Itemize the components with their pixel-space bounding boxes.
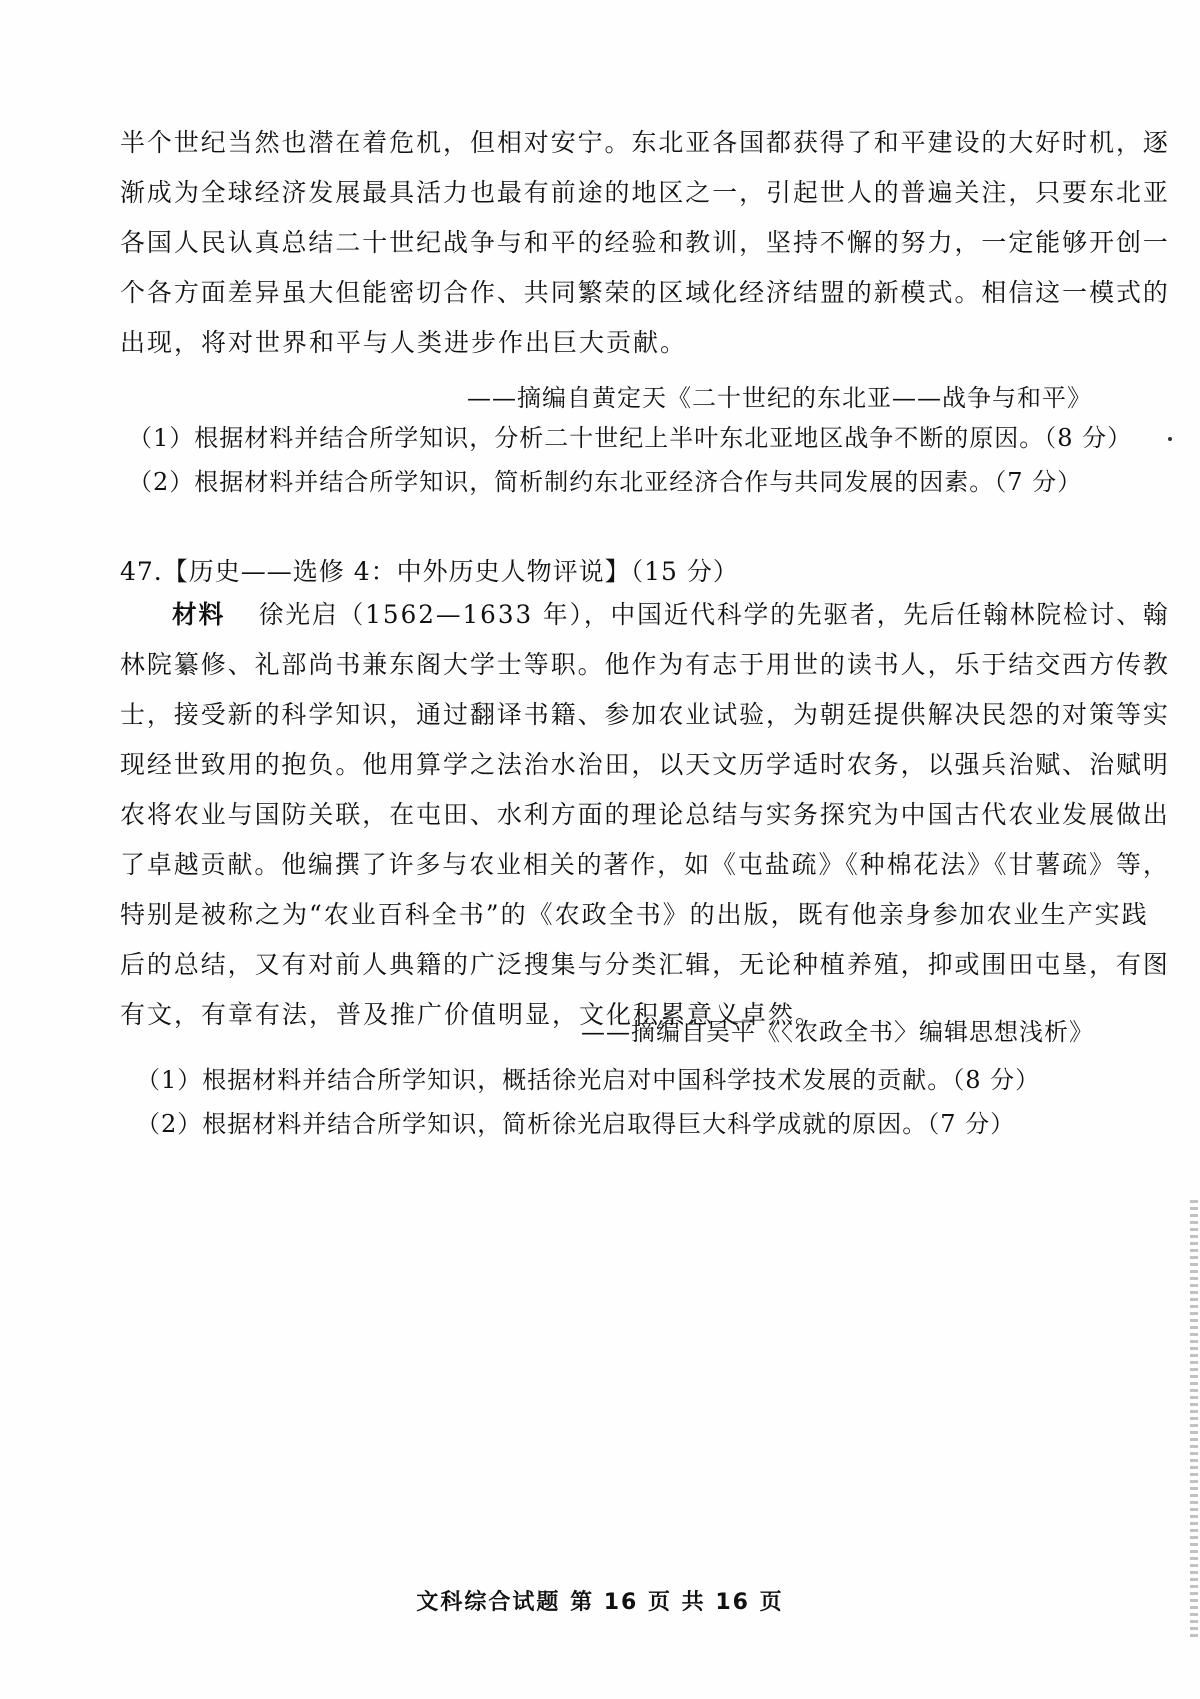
material-first-line [172,600,1170,630]
material-line: 士，接受新的科学知识，通过翻译书籍、参加农业试验，为朝廷提供解决民怨的对策等实 [120,700,1170,729]
material-line: 现经世致用的抱负。他用算学之法治水治田，以天文历学适时农务，以强兵治赋、治赋明 [120,750,1170,779]
material-line: 了卓越贡献。他编撰了许多与农业相关的著作，如《屯盐疏》《种棉花法》《甘薯疏》等， [120,850,1170,879]
material-line: 林院纂修、礼部尚书兼东阁大学士等职。他作为有志于用世的读书人，乐于结交西方传教 [120,650,1170,679]
question-46-1: （1）根据材料并结合所学知识，分析二十世纪上半叶东北亚地区战争不断的原因。（8 分） [128,424,1133,452]
passage-line: 出现，将对世界和平与人类进步作出巨大贡献。 [120,328,688,357]
passage-line: 各国人民认真总结二十世纪战争与和平的经验和教训，坚持不懈的努力，一定能够开创一 [120,228,1170,257]
scan-dot [1168,437,1172,441]
scan-edge-mark [1190,1200,1198,1640]
material-line: 有文，有章有法，普及推广价值明显，文化积累意义卓然。 [120,1000,823,1029]
material-line: 农将农业与国防关联，在屯田、水利方面的理论总结与实务探究为中国古代农业发展做出 [120,800,1170,829]
question-47-heading: 47.【历史——选修 4：中外历史人物评说】（15 分） [120,557,739,586]
material-label: 材料 [172,600,226,629]
question-47-2: （2）根据材料并结合所学知识，简析徐光启取得巨大科学成就的原因。（7 分） [136,1110,1016,1138]
question-47-1: （1）根据材料并结合所学知识，概括徐光启对中国科学技术发展的贡献。（8 分） [136,1066,1041,1094]
material-line: 后的总结，又有对前人典籍的广泛搜集与分类汇辑，无论种植养殖，抑或围田屯垦，有图 [120,950,1170,979]
passage-line: 个各方面差异虽大但能密切合作、共同繁荣的区域化经济结盟的新模式。相信这一模式的 [120,278,1170,307]
material-line: 特别是被称之为“农业百科全书”的《农政全书》的出版，既有他亲身参加农业生产实践 [120,900,1149,929]
material-line: 徐光启（1562—1633 年），中国近代科学的先驱者，先后任翰林院检讨、翰 [258,600,1170,629]
question-46-2: （2）根据材料并结合所学知识，简析制约东北亚经济合作与共同发展的因素。（7 分） [128,468,1083,496]
passage-line: 渐成为全球经济发展最具活力也最有前途的地区之一，引起世人的普遍关注，只要东北亚 [120,178,1170,207]
source-citation-46: ——摘编自黄定天《二十世纪的东北亚——战争与和平》 [467,384,1092,412]
source-citation-47: ——摘编自吴平《〈农政全书〉编辑思想浅析》 [581,1018,1094,1046]
passage-line: 半个世纪当然也潜在着危机，但相对安宁。东北亚各国都获得了和平建设的大好时机，逐 [120,128,1170,157]
page-footer: 文科综合试题 第 16 页 共 16 页 [416,1590,784,1615]
